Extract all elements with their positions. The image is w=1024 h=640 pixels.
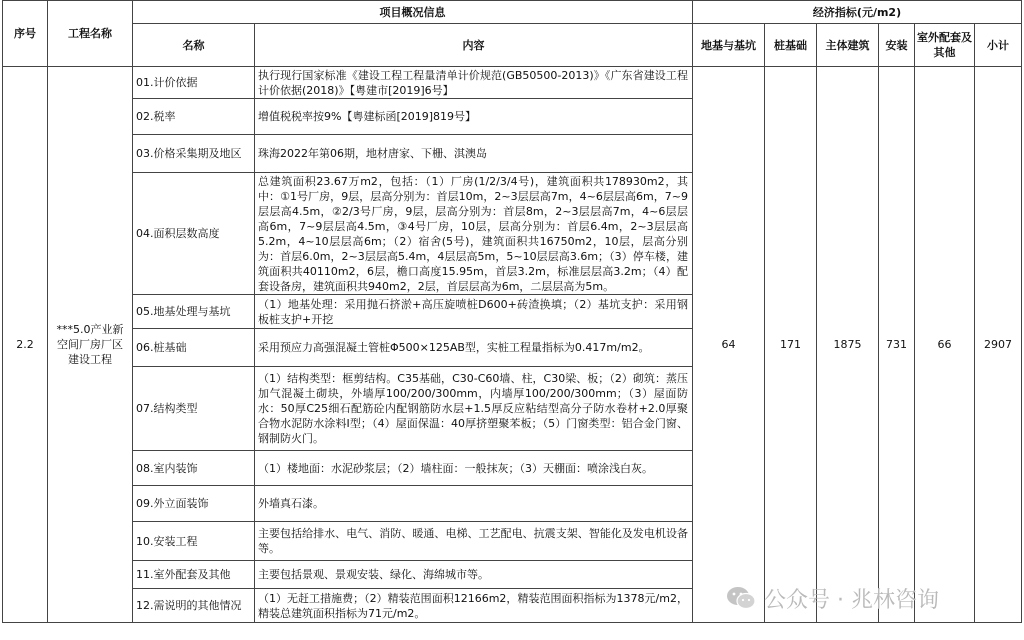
- row-name: 05.地基处理与基坑: [133, 295, 255, 329]
- row-name: 07.结构类型: [133, 367, 255, 451]
- row-name: 09.外立面装饰: [133, 486, 255, 522]
- row-name: 08.室内装饰: [133, 451, 255, 486]
- header-col-content: 内容: [255, 24, 693, 67]
- row-name: 03.价格采集期及地区: [133, 135, 255, 173]
- table-row: [3, 67, 1022, 99]
- header-econ-pile: 桩基础: [765, 24, 817, 67]
- row-content: （1）结构类型：框剪结构。C35基础，C30-C60墙、柱，C30梁、板；（2）砌筑：蒸压加气混凝土砌块，外墙厚100/200/300mm，内墙厚100/200/300mm；（3）屋面防水：50厚C25细石配筋砼内配钢筋防水层+1.5厚反应粘结型高分子防水卷材+2.0厚聚合物水泥防水涂料Ⅰ型；（4）屋面保温：40厚挤塑聚苯板；（5）门窗类型：铝合金门窗、钢制防火门。: [255, 367, 693, 451]
- econ-main-building-value: 1875: [817, 67, 879, 623]
- row-name: 12.需说明的其他情况: [133, 589, 255, 623]
- row-content: （1）地基处理：采用抛石挤淤+高压旋喷桩D600+砖渣换填；（2）基坑支护：采用钢板桩支护+开挖: [255, 295, 693, 329]
- row-content: 珠海2022年第06期，地材唐家、下栅、淇澳岛: [255, 135, 693, 173]
- header-econ-foundation-pit: 地基与基坑: [693, 24, 765, 67]
- row-content: 采用预应力高强混凝土管桩Φ500×125AB型，实桩工程量指标为0.417m/m2。: [255, 329, 693, 367]
- header-econ-group: 经济指标(元/m2): [693, 1, 1022, 24]
- row-content: 总建筑面积23.67万m2，包括：（1）厂房(1/2/3/4号)，建筑面积共178930m2，其中：①1号厂房，9层，层高分别为：首层10m，2~3层层高7m，4~6层层高6m，7~9层层高4.5m，②2/3号厂房，9层，层高分别为：首层8m，2~3层层高7m，4~6层层高6m，7~9层层高4.5m，③4号厂房，10层，层高分别为：首层6.4m，2~3层层高5.2m，4~10层层高6m；（2）宿舍(5号)，建筑面积共16750m2，10层，层高分别为：首层6.0m，2~3层层高5.4m，4层层高5m，5~10层层高3.6m；（3）停车楼，建筑面积共40110m2，6层，檐口高度15.95m，首层3.2m，标准层层高3.2m；（4）配套设备房，建筑面积共940m2，2层，首层层高为6m，二层层高为5m。: [255, 173, 693, 295]
- project-info-table: [2, 0, 1022, 623]
- econ-foundation-pit-value: 64: [693, 67, 765, 623]
- project-name: ***5.0产业新空间厂房厂区建设工程: [48, 67, 133, 623]
- header-econ-outdoor: 室外配套及其他: [915, 24, 975, 67]
- row-content: （1）楼地面：水泥砂浆层；（2）墙柱面：一般抹灰；（3）天棚面：喷涂浅白灰。: [255, 451, 693, 486]
- row-content: 执行现行国家标准《建设工程工程量清单计价规范(GB50500-2013)》《广东省建设工程计价依据(2018)》【粤建市[2019]6号】: [255, 67, 693, 99]
- row-name: 02.税率: [133, 99, 255, 135]
- header-overview-group: 项目概况信息: [133, 1, 693, 24]
- econ-subtotal-value: 2907: [975, 67, 1022, 623]
- project-seq: 2.2: [3, 67, 48, 623]
- row-content: 主要包括景观、景观安装、绿化、海绵城市等。: [255, 561, 693, 589]
- header-econ-main-building: 主体建筑: [817, 24, 879, 67]
- econ-pile-value: 171: [765, 67, 817, 623]
- row-name: 04.面积层数高度: [133, 173, 255, 295]
- econ-outdoor-value: 66: [915, 67, 975, 623]
- row-name: 10.安装工程: [133, 522, 255, 561]
- header-econ-subtotal: 小计: [975, 24, 1022, 67]
- header-seq: 序号: [3, 1, 48, 67]
- row-content: 增值税税率按9%【粤建标函[2019]819号】: [255, 99, 693, 135]
- row-content: 主要包括给排水、电气、消防、暖通、电梯、工艺配电、抗震支架、智能化及发电机设备等。: [255, 522, 693, 561]
- econ-installation-value: 731: [879, 67, 915, 623]
- row-content: （1）无赶工措施费；（2）精装范围面积12166m2，精装范围面积指标为1378元/m2，精装总建筑面积指标为71元/m2。: [255, 589, 693, 623]
- header-col-name: 名称: [133, 24, 255, 67]
- row-name: 11.室外配套及其他: [133, 561, 255, 589]
- watermark-text: 公众号 · 兆林咨询: [764, 587, 939, 613]
- row-name: 01.计价依据: [133, 67, 255, 99]
- row-content: 外墙真石漆。: [255, 486, 693, 522]
- row-name: 06.桩基础: [133, 329, 255, 367]
- header-econ-installation: 安装: [879, 24, 915, 67]
- header-project-name: 工程名称: [48, 1, 133, 67]
